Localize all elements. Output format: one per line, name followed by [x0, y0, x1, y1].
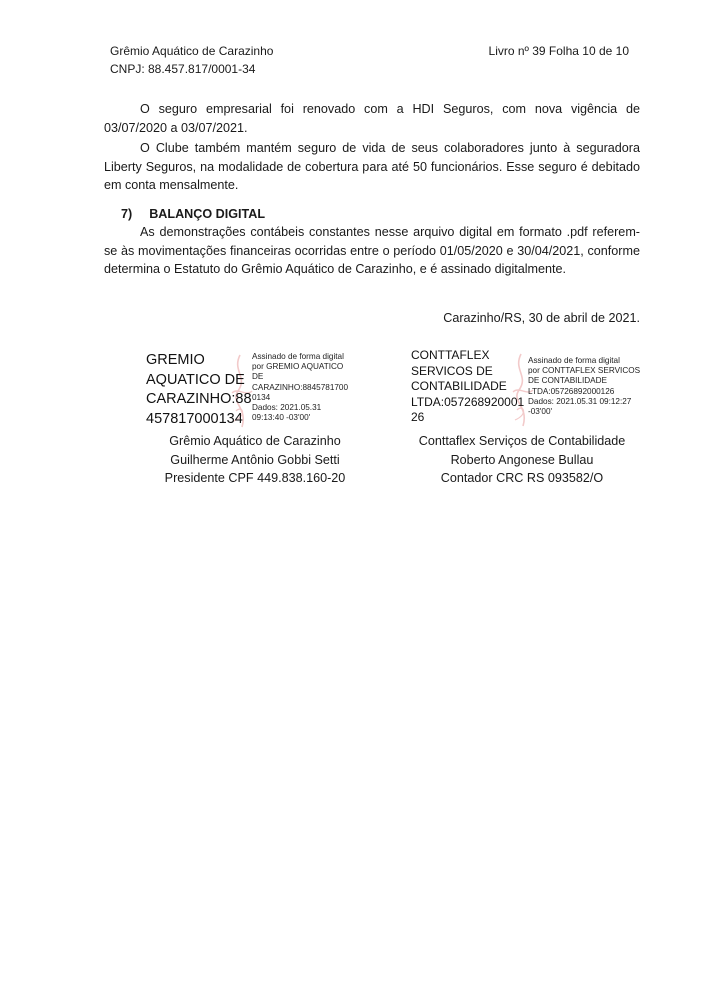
date-line: Carazinho/RS, 30 de abril de 2021. [443, 311, 640, 325]
signer-line: CONTABILIDADE [411, 379, 507, 393]
caption-line: Presidente CPF 449.838.160-20 [164, 471, 346, 486]
signature-stamp-text [252, 352, 348, 423]
stamp-line: Assinado de forma digital [528, 356, 620, 365]
paragraph-digital-balance: As demonstrações contábeis constantes nesse arquivo digital em formato .pdf referem-se às movimentações financeiras ocorridas entre o período 01/05/2020 e 30/04/2021, conforme determina o Estatuto do Grêmio Aquático de Carazinho, e é assinado digitalmente. [104, 225, 640, 277]
stamp-line: -03'00' [528, 407, 553, 417]
signer-line: 457817000134 [146, 410, 243, 427]
caption-line: Conttaflex Serviços de Contabilidade [418, 434, 626, 448]
digital-signature-2[interactable] [411, 348, 651, 430]
section-7-number: 7) [121, 207, 133, 221]
caption-line: Guilherme Antônio Gobbi Setti [170, 452, 340, 467]
stamp-line: CARAZINHO:8845781700 [252, 382, 349, 392]
stamp-line: por GREMIO AQUATICO [252, 362, 344, 372]
caption-line: Grêmio Aquático de Carazinho [169, 434, 341, 448]
paragraph-insurance-renewal: O seguro empresarial foi renovado com a HDI Seguros, com nova vigência de 03/07/2020 a 03/07/2021. [104, 102, 640, 135]
header-cnpj: CNPJ: 88.457.817/0001-34 [110, 62, 256, 76]
document-body [104, 100, 640, 195]
signer-line: GREMIO [146, 352, 205, 368]
caption-line: Roberto Angonese Bullau [450, 452, 594, 467]
section-7-heading [121, 207, 265, 221]
signature-1-caption [135, 432, 375, 488]
signer-line: 26 [411, 410, 425, 424]
stamp-line: Dados: 2021.05.31 09:12:27 [528, 396, 632, 406]
signer-line: SERVICOS DE [411, 363, 493, 378]
stamp-line: 0134 [252, 392, 271, 402]
section-7-body [104, 223, 640, 279]
signer-line: CARAZINHO:88 [146, 391, 252, 407]
header-book-ref: Livro nº 39 Folha 10 de 10 [488, 44, 629, 58]
stamp-line: DE [252, 372, 264, 382]
stamp-line: LTDA:05726892000126 [528, 386, 615, 396]
signer-name-block [146, 351, 252, 429]
signature-stamp-text [528, 356, 640, 417]
signer-line: AQUATICO DE [146, 371, 245, 388]
paragraph-life-insurance: O Clube também mantém seguro de vida de seus colaboradores junto à seguradora Liberty Seguros, na modalidade de cobertura para até 50 funcionários. Esse seguro é debitado em conta mensalmente. [104, 141, 640, 193]
signer-line: CONTTAFLEX [411, 348, 490, 362]
stamp-line: Assinado de forma digital [252, 352, 344, 361]
signer-name-block [411, 348, 524, 426]
header-org-block [110, 42, 273, 78]
stamp-line: 09:13:40 -03'00' [252, 413, 311, 423]
signer-line: LTDA:057268920001 [411, 394, 525, 409]
digital-signature-1[interactable] [146, 351, 396, 431]
signature-2-caption [392, 432, 652, 488]
header-org-name: Grêmio Aquático de Carazinho [110, 44, 274, 58]
stamp-line: por CONTTAFLEX SERVICOS [528, 366, 641, 376]
caption-line: Contador CRC RS 093582/O [440, 471, 604, 486]
stamp-line: Dados: 2021.05.31 [252, 403, 322, 413]
stamp-line: DE CONTABILIDADE [528, 376, 608, 386]
section-7-title: BALANÇO DIGITAL [149, 207, 266, 221]
